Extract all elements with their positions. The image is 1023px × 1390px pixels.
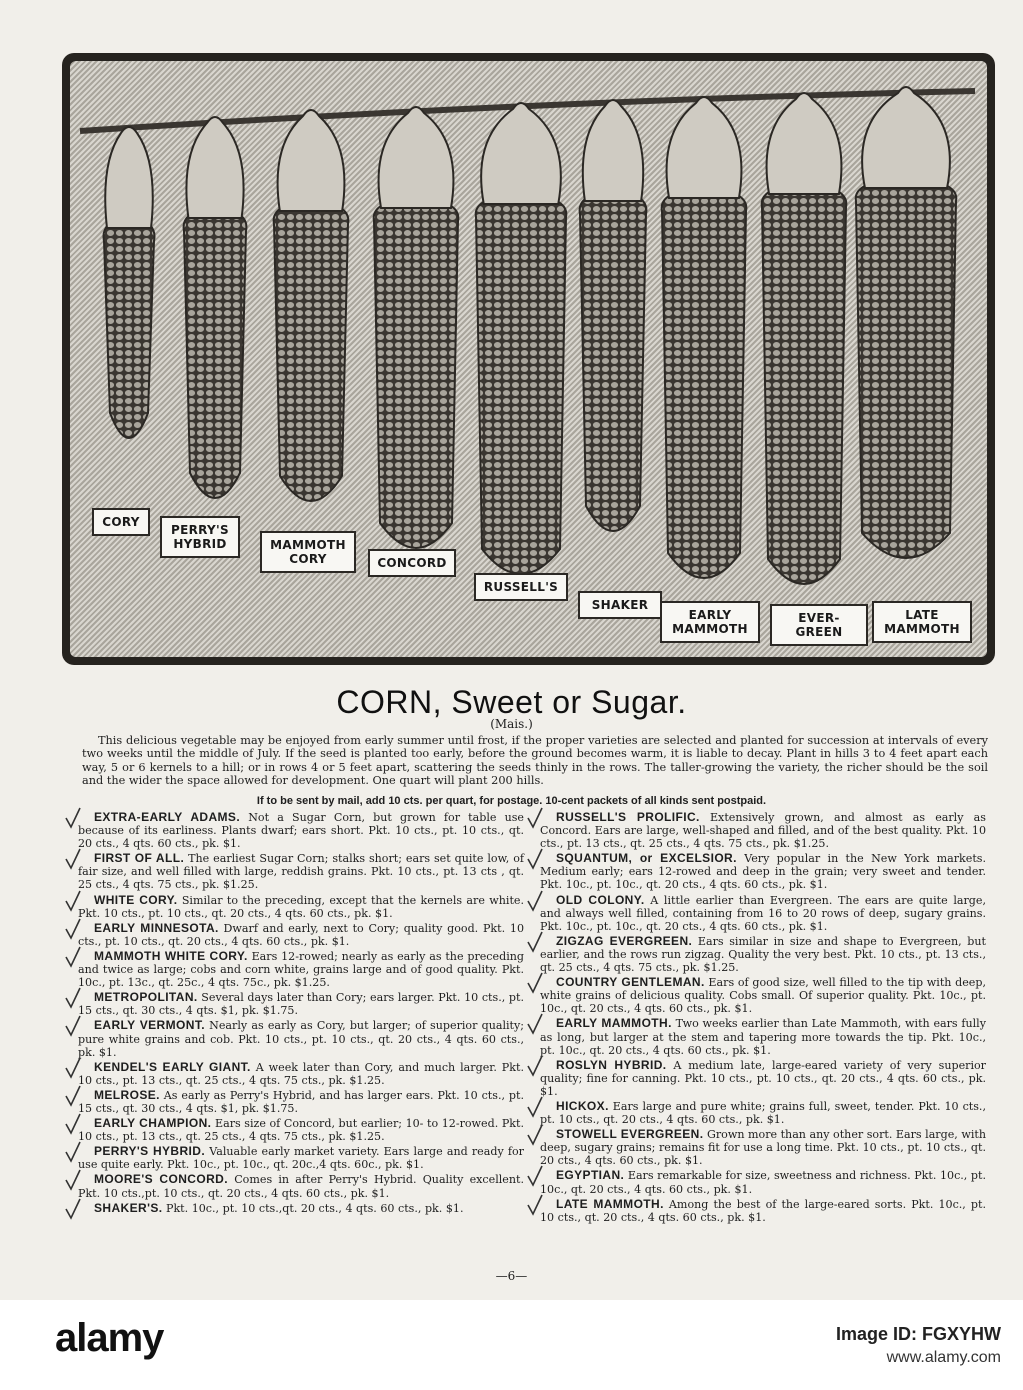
- variety-name: EXTRA-EARLY ADAMS.: [94, 810, 241, 824]
- variety-entry: [78, 1019, 524, 1058]
- variety-tag: PERRY'S HYBRID: [160, 516, 240, 558]
- variety-description: Several days later than Cory; ears larger. Pkt. 10 cts., pt. 15 cts., qt. 30 cts., 4 qts. $1, pk. $1.75.: [78, 991, 524, 1018]
- corn-ear: [184, 117, 247, 498]
- variety-name: FIRST OF ALL.: [94, 851, 185, 866]
- variety-entry: [540, 811, 986, 850]
- variety-name: MAMMOTH WHITE CORY.: [94, 948, 248, 963]
- variety-description: Ears size of Concord, but earlier; 10- to 12-rowed. Pkt. 10 cts., pt. 13 cts., qt. 25 cts., 4 qts. 75 cts., pk. $1.25.: [78, 1117, 524, 1144]
- corn-ear: [762, 93, 847, 584]
- check-mark-icon: [526, 1096, 544, 1118]
- page-title: CORN, Sweet or Sugar.: [336, 684, 687, 720]
- variety-name: EARLY VERMONT.: [94, 1018, 205, 1033]
- check-mark-icon: [526, 1194, 544, 1216]
- variety-name: MELROSE.: [94, 1087, 160, 1102]
- variety-name: SHAKER'S.: [94, 1200, 163, 1215]
- variety-entry: [78, 1061, 524, 1087]
- variety-description: Extensively grown, and almost as early as Concord. Ears are large, well-shaped and filled, and of the best quality. Pkt. 10 cts., pt. 13 cts., qt. 25 cts., 4 qts. 75 cts., pk. $1.25.: [540, 811, 986, 851]
- variety-entry: [78, 950, 524, 989]
- variety-entry: [78, 811, 524, 850]
- variety-name: EARLY CHAMPION.: [94, 1116, 212, 1131]
- variety-description: A little earlier than Evergreen. The ears are quite large, and always well filled, containing from 16 to 20 rows of deep, sugary grains. Pkt. 10c., pt. 10c., qt. 20 cts., 4 qts. 60 cts., pk. $1.: [540, 893, 986, 933]
- check-mark-icon: [64, 1057, 82, 1079]
- check-mark-icon: [526, 848, 544, 870]
- variety-entry: [78, 991, 524, 1017]
- variety-description: Very popular in the New York markets. Medium early; ears 12-rowed and deep in the grain; very sweet and tender. Pkt. 10c., pt. 10c., qt. 20 cts., 4 qts. 60 cts., pk. $1.: [540, 852, 986, 892]
- variety-name: EGYPTIAN.: [556, 1168, 625, 1183]
- variety-tag: RUSSELL'S: [474, 573, 568, 601]
- corn-ear: [104, 127, 155, 438]
- variety-description: Two weeks earlier than Late Mammoth, with ears fully as long, but larger at the stem and tapering more towards the tip. Pkt. 10c., pt. 10c., qt. 20 cts., 4 qts. 60 cts., pk. $1.: [540, 1017, 986, 1057]
- variety-entry: [78, 852, 524, 891]
- check-mark-icon: [526, 972, 544, 994]
- check-mark-icon: [64, 987, 82, 1009]
- check-mark-icon: [64, 890, 82, 912]
- variety-tag: CONCORD: [368, 549, 456, 577]
- corn-ear: [476, 103, 567, 574]
- variety-name: HICKOX.: [556, 1098, 609, 1113]
- variety-description: Comes in after Perry's Hybrid. Quality excellent. Pkt. 10 cts.,pt. 10 cts., qt. 20 cts., 4 qts. 60 cts., pk. $1.: [78, 1173, 524, 1200]
- variety-name: SQUANTUM, or EXCELSIOR.: [556, 851, 737, 866]
- variety-name: EARLY MINNESOTA.: [94, 920, 219, 935]
- variety-entry: [540, 852, 986, 891]
- right-column: [540, 811, 986, 1226]
- variety-entry: [540, 1100, 986, 1126]
- check-mark-icon: [64, 1141, 82, 1163]
- variety-entry: [78, 1145, 524, 1171]
- variety-tag: SHAKER: [578, 591, 662, 619]
- corn-ears-drawing: [70, 61, 987, 657]
- variety-name: MOORE'S CONCORD.: [94, 1172, 228, 1187]
- variety-entry: [540, 1169, 986, 1195]
- variety-name: OLD COLONY.: [556, 892, 645, 907]
- variety-tag: CORY: [92, 508, 150, 536]
- variety-description: Ears remarkable for size, sweetness and richness. Pkt. 10c., pt. 10c., qt. 20 cts., 4 qts. 60 cts., pk. $1.: [540, 1169, 986, 1196]
- variety-description: Ears of good size, well filled to the tip with deep, white grains of delicious quality. Cobs small. Of superior quality. Pkt. 10c., pt. 10c., qt. 20 cts., 4 qts. 60 cts., pk. $1.: [540, 976, 986, 1016]
- check-mark-icon: [64, 1085, 82, 1107]
- variety-description: A week later than Cory, and much larger. Pkt. 10 cts., pt. 13 cts., qt. 25 cts., 4 qts. 75 cts., pk. $1.25.: [78, 1060, 524, 1087]
- variety-tag: EVER- GREEN: [770, 604, 868, 646]
- variety-name: LATE MAMMOTH.: [556, 1196, 664, 1211]
- variety-name: ZIGZAG EVERGREEN.: [556, 933, 693, 948]
- variety-name: PERRY'S HYBRID.: [94, 1144, 206, 1159]
- page-number: —6—: [495, 1269, 528, 1283]
- variety-name: KENDEL'S EARLY GIANT.: [94, 1059, 251, 1074]
- corn-illustration: [62, 53, 995, 665]
- check-mark-icon: [64, 918, 82, 940]
- stock-id-block: [836, 1322, 1001, 1370]
- illustration-panel: [70, 61, 987, 657]
- variety-description: Grown more than any other sort. Ears large, with deep, sugary grains; remains fit for use a long time. Pkt. 10 cts., pt. 10 cts., qt. 20 cts., 4 qts. 60 cts., pk. $1.: [540, 1128, 986, 1168]
- variety-description: Ears similar in size and shape to Evergreen, but earlier, and the rows run zigzag. Quality the very best. Pkt. 10 cts., pt. 13 cts., qt. 25 cts., 4 qts. 75 cts., pk. $1.25.: [540, 934, 986, 975]
- variety-description: Ears 12-rowed; nearly as early as the preceding and twice as large; cobs and corn white, grains large and of good quality. Pkt. 10c., pt. 13c., qt. 25c., 4 qts. 75c., pk. $1.25.: [78, 949, 524, 990]
- variety-entry: [78, 894, 524, 920]
- variety-description: Valuable early market variety. Ears large and ready for use quite early. Pkt. 10c., pt. 10c., qt. 20c.,4 qts. 60c., pk. $1.: [78, 1145, 524, 1172]
- check-mark-icon: [526, 807, 544, 829]
- variety-entry: [540, 1017, 986, 1056]
- variety-name: STOWELL EVERGREEN.: [556, 1127, 704, 1142]
- variety-entry: [78, 922, 524, 948]
- variety-description: A medium late, large-eared variety of very superior quality; fine for canning. Pkt. 10 cts., pt. 10 cts., qt. 20 cts., 4 qts. 60 cts., pk. $1.: [540, 1058, 986, 1098]
- variety-tag: LATE MAMMOTH: [872, 601, 972, 643]
- variety-description: Not a Sugar Corn, but grown for table use because of its earliness. Plants dwarf; ears short. Pkt. 10 cts., pt. 10 cts., qt. 20 cts., 4 qts. 60 cts., pk. $1.: [78, 811, 524, 851]
- variety-description: Nearly as early as Cory, but larger; of superior quality; pure white grains and cob. Pkt. 10 cts., pt. 10 cts., qt. 20 cts., 4 qts. 60 cts., pk. $1.: [78, 1019, 525, 1059]
- check-mark-icon: [64, 1113, 82, 1135]
- check-mark-icon: [526, 1055, 544, 1077]
- corn-ear: [374, 107, 459, 548]
- check-mark-icon: [64, 1015, 82, 1037]
- variety-name: WHITE CORY.: [94, 892, 178, 907]
- variety-entry: [78, 1173, 524, 1199]
- variety-entry: [540, 935, 986, 974]
- check-mark-icon: [526, 931, 544, 953]
- variety-entry: [78, 1117, 524, 1143]
- variety-description: Dwarf and early, next to Cory; quality good. Pkt. 10 cts., pt. 10 cts., qt. 20 cts., 4 qts. 60 cts., pk. $1.: [78, 921, 525, 948]
- variety-entry: [540, 1198, 986, 1224]
- variety-tag: EARLY MAMMOTH: [660, 601, 760, 643]
- check-mark-icon: [64, 946, 82, 968]
- corn-ear: [580, 100, 647, 531]
- check-mark-icon: [64, 1169, 82, 1191]
- variety-entry: [540, 1128, 986, 1167]
- check-mark-icon: [526, 1124, 544, 1146]
- stock-logo: alamy: [55, 1316, 164, 1360]
- check-mark-icon: [526, 1013, 544, 1035]
- variety-entry: [540, 976, 986, 1015]
- variety-entry: [78, 1202, 524, 1215]
- postage-notice: If to be sent by mail, add 10 cts. per quart, for postage. 10-cent packets of all kinds sent postpaid.: [256, 795, 767, 807]
- left-column: [78, 811, 524, 1217]
- variety-description: Ears large and pure white; grains full, sweet, tender. Pkt. 10 cts., pt. 10 cts., qt. 20 cts., 4 qts. 60 cts., pk. $1.: [540, 1099, 986, 1127]
- variety-name: EARLY MAMMOTH.: [556, 1016, 672, 1031]
- check-mark-icon: [64, 807, 82, 829]
- corn-ear: [856, 87, 957, 558]
- stock-url: www.alamy.com: [886, 1349, 1001, 1366]
- variety-description: The earliest Sugar Corn; stalks short; ears set quite low, of fair size, and well filled with large, reddish grains. Pkt. 10 cts., pt. 13 cts , qt. 25 cts., 4 qts. 75 cts., pk. $1.25.: [78, 852, 524, 892]
- variety-entry: [78, 1089, 524, 1115]
- corn-ear: [662, 97, 747, 578]
- variety-description: Pkt. 10c., pt. 10 cts.,qt. 20 cts., 4 qts. 60 cts., pk. $1.: [162, 1201, 464, 1215]
- variety-entry: [540, 1059, 986, 1098]
- page-subtitle: (Mais.): [490, 717, 533, 731]
- variety-name: METROPOLITAN.: [94, 990, 198, 1005]
- check-mark-icon: [526, 890, 544, 912]
- variety-tag: MAMMOTH CORY: [260, 531, 356, 573]
- variety-name: COUNTRY GENTLEMAN.: [556, 975, 705, 990]
- variety-name: ROSLYN HYBRID.: [556, 1057, 667, 1072]
- variety-description: Similar to the preceding, except that the kernels are white. Pkt. 10 cts., pt. 10 cts., qt. 20 cts., 4 qts. 60 cts., pk. $1.: [78, 893, 525, 920]
- check-mark-icon: [64, 848, 82, 870]
- check-mark-icon: [64, 1198, 82, 1220]
- image-id: Image ID: FGXYHW: [835, 1324, 1001, 1344]
- variety-description: As early as Perry's Hybrid, and has larger ears. Pkt. 10 cts., pt. 15 cts., qt. 30 cts., 4 qts. $1, pk. $1.75.: [78, 1088, 524, 1115]
- intro-paragraph: This delicious vegetable may be enjoyed from early summer until frost, if the proper varieties are selected and planted for succession at intervals of every two weeks until the middle of July. If the seed is planted too early, before the ground becomes warm, it is liable to decay. Plant in hills 3 to 4 feet apart each way, 5 or 6 kernels to a hill; or in rows 4 or 5 feet apart, scattering the seeds thinly in the rows. The taller-growing the variety, the richer should be the soil and the wider the space allowed for development. One quart will plant 200 hills.: [82, 734, 988, 788]
- corn-ear: [274, 110, 349, 501]
- variety-entry: [540, 894, 986, 933]
- variety-description: Among the best of the large-eared sorts. Pkt. 10c., pt. 10 cts., qt. 20 cts., 4 qts. 60 cts., pk. $1.: [540, 1197, 986, 1224]
- variety-name: RUSSELL'S PROLIFIC.: [556, 810, 700, 824]
- check-mark-icon: [526, 1165, 544, 1187]
